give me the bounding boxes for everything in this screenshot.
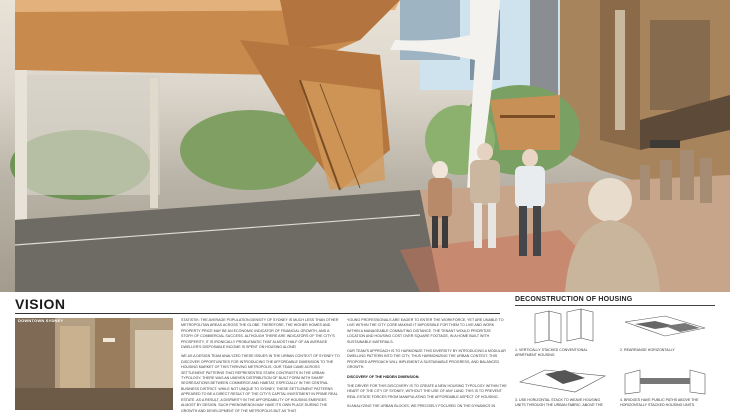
step-2-label: 2. REARRANGE HORIZONTALLY [620, 348, 675, 352]
step-3-label: 3. USE HORIZONTAL STACK TO WEAVE HOUSING UNITS THROUGH THE URBAN FABRIC, ABOVE THE [515, 398, 603, 407]
bridge-housing-diagram [620, 362, 715, 398]
vision-paragraph: STATISTIK: THE AVERAGE POPULATION DENSITY OF SYDNEY IS MUCH LESS THAN OTHER METROPOLITAN AREAS ACROSS THE GLOBE. THEREFORE, THE HIGHER HOMES AND PROPERTY PRICE MAY BE AN ECONOMIC INDICATOR OF FINANCIAL GROWTH, AND A STORY OF COMMERCIAL SUCCESS. ALTHOUGH THERE ARE INDICATORS OF THE CITY'S PROSPERITY, IT IS IRONICALLY PROBLEMATIC THAT ALMOST HALF OF AN AVERAGE DWELLER'S DISPOSABLE INCOME IS SPENT ON HOUSING ALONE! [181, 318, 339, 350]
stacked-housing-diagram [515, 308, 600, 346]
horizontal-housing-diagram [615, 312, 715, 344]
woven-housing-diagram [515, 362, 615, 398]
step-4-label: 4. BRIDGES HAVE PUBLIC PATHS ABOVE THE HORIZONTALLY STACKED HOUSING UNITS [620, 398, 699, 407]
vision-text-column-2 [347, 318, 507, 414]
deconstruction-divider [515, 305, 715, 306]
section-divider [15, 313, 500, 314]
vision-paragraph: OUR TEAM'S APPROACH IS TO HARMONIZE THIS DIVERSITY BY INTRODUCING A MODULAR DWELLING PATTERN INTO THE CITY, THUS HARMONIZING THE URBAN CONTEXT. THIS PROPOSED APPROACH WILL IMPLEMENT A SUSTAINABLE PROGRESS, AND BALANCED GROWTH. [347, 349, 506, 370]
vision-paragraph: YOUNG PROFESSIONALS ARE EAGER TO ENTER THE WORKFORCE, YET ARE UNABLE TO LIVE WITHIN THE CITY CORE MAKING IT IMPOSSIBLE FOR THEM TO LIVE AND WORK WITHIN A MANAGEABLE COMMUTING DISTANCE. THE TENANT WOULD PRIORITIZE LOCATION AND HOUSING COST OVER SQUARE FOOTAGE, IN A HOME BUILT WITH SUSTAINABLE MATERIALS. [347, 318, 504, 344]
vision-subheading: DISCOVERY OF THE HIDDEN DIMENSION: [347, 374, 420, 379]
vision-heading: VISION [15, 296, 66, 312]
vision-paragraph: WE AS A DESIGN TEAM ANALYZED THESE ISSUES IN THE URBAN CONTEXT OF SYDNEY TO DISCOVER OPPORTUNITIES FOR INTRODUCING THE AFFORDABLE DIMENSION TO THE HOUSING MARKET OF THIS THRIVING METROPOLIS. OUR TEAM CAME ACROSS SETTLEMENT PATTERNS THAT REPRESENTED STARK CONTRASTS IN THE URBAN TYPOLOGY. THERE WAS AN UNEVEN DISTRIBUTION OF BUILT FORM WITH SHARP SEGREGATIONS BETWEEN COMMERCE AND HABITAT, ESPECIALLY IN THE CENTRAL BUSINESS DISTRICT. WHILE NOT UNIQUE TO SYDNEY, THESE SETTLEMENT PATTERNS APPEARED TO BE A DIRECT RESULT OF THE CITY'S CAPITAL INVESTMENT IN PRIME REAL ESTATE. AS A RESULT, A DISPARITY IN THE AFFORDABILITY OF HOUSING EMERGES ALMOST BY DESIGN. SUCH PHENOMENON MAY HAVE ITS OWN PLACE DURING THE GROWTH AND DEVELOPMENT OF THE METROPOLIS BUT AS THAT [181, 354, 340, 413]
downtown-photo [15, 318, 173, 410]
step-1-label: 1. VERTICALLY STACKED CONVENTIONAL APARTMENT HOUSING [515, 348, 588, 357]
photo-caption: DOWNTOWN SYDNEY [18, 318, 64, 323]
deconstruction-heading: DECONSTRUCTION OF HOUSING [515, 296, 633, 303]
vision-paragraph: THE DRIVER FOR THIS DISCOVERY IS TO CREATE A NEW HOUSING TYPOLOGY WITHIN THE HEART OF THE CITY OF SYDNEY, WITHOUT THE USE OF ANY LAND. THIS IS TO PREVENT REAL ESTATE FORCES FROM MANIPULATING THE AFFORDABLE ASPECT OF HOUSING. [347, 384, 507, 399]
vision-text-column-1 [181, 318, 341, 418]
vision-paragraph: IN ANALYZING THE URBAN BLOCKS, WE PRECISELY FOCUSED ON THE DYNAMICS IN [347, 404, 496, 409]
